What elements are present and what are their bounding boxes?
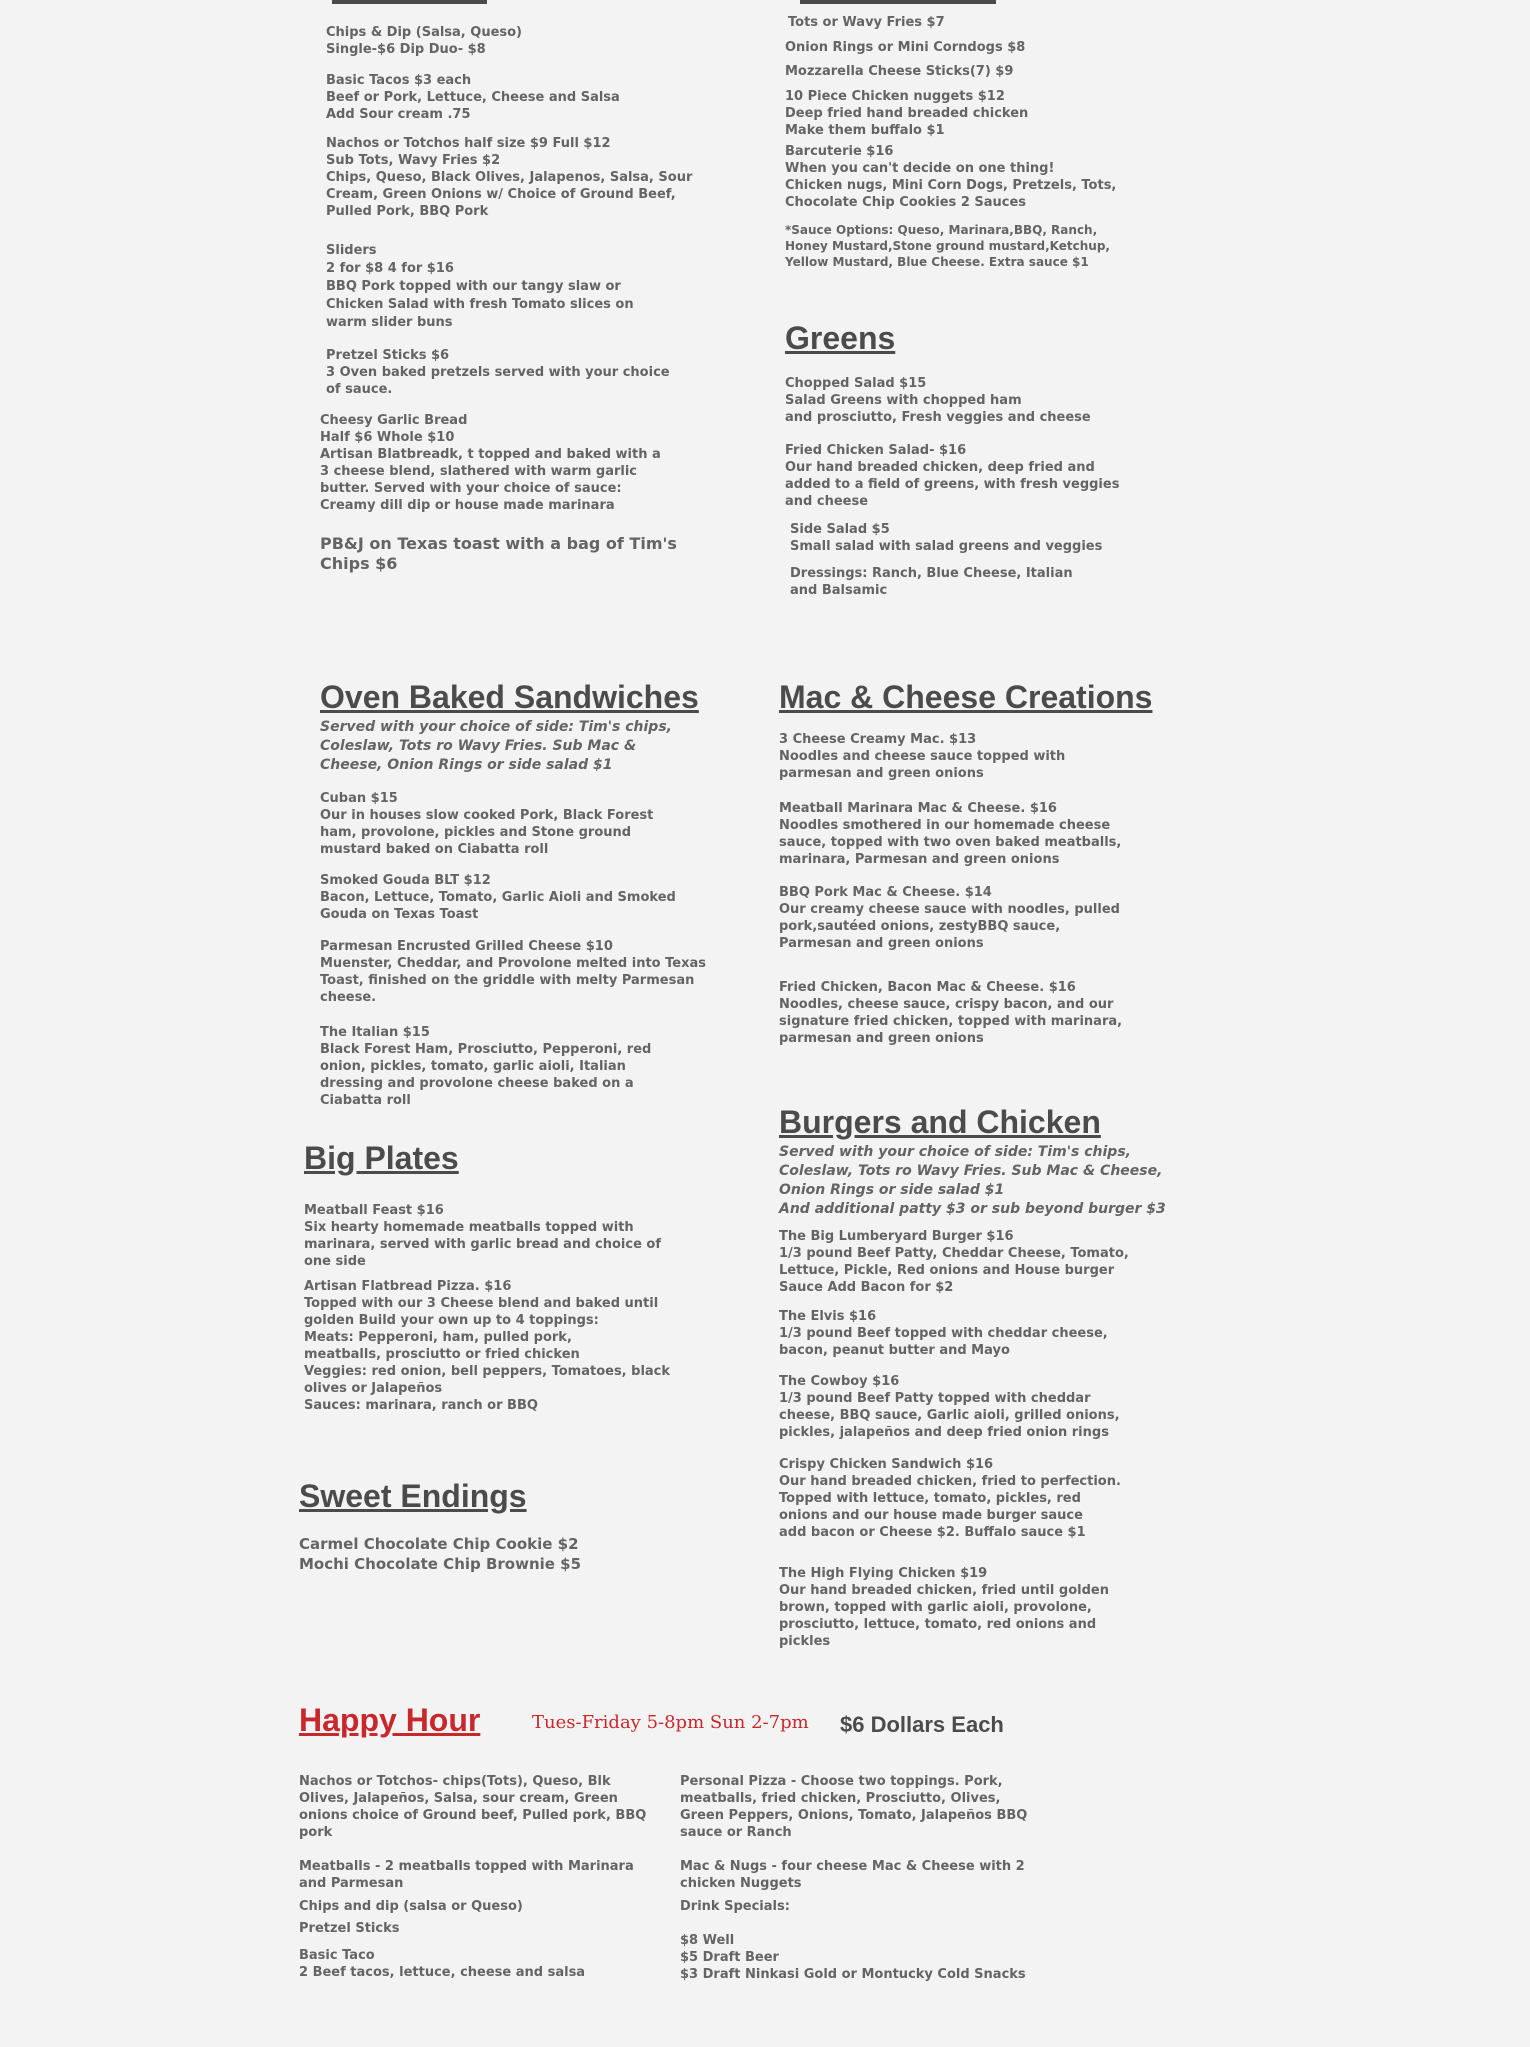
menu-item: Basic Taco 2 Beef tacos, lettuce, cheese and salsa: [299, 1948, 586, 1980]
menu-item: PB&J on Texas toast with a bag of Tim's Chips $6: [320, 534, 677, 573]
menu-item: Barcuterie $16 When you can't decide on one thing! Chicken nugs, Mini Corn Dogs, Pretzels, Tots, Chocolate Chip Cookies 2 Sauces: [785, 144, 1117, 210]
happy-hour-heading: Happy Hour: [299, 1702, 481, 1738]
menu-item: 3 Cheese Creamy Mac. $13 Noodles and cheese sauce topped with parmesan and green onions: [779, 732, 1066, 781]
sauce-options: *Sauce Options: Queso, Marinara,BBQ, Ranch, Honey Mustard,Stone ground mustard,Ketchup, Yellow Mustard, Blue Cheese. Extra sauce $1: [785, 223, 1110, 269]
menu-item: The Big Lumberyard Burger $16 1/3 pound Beef Patty, Cheddar Cheese, Tomato, Lettuce, Pickle, Red onions and House burger Sauce Add Bacon for $2: [779, 1229, 1129, 1295]
menu-item: Nachos or Totchos- chips(Tots), Queso, Blk Olives, Jalapeños, Salsa, sour cream, Green onions choice of Ground beef, Pulled pork, BBQ pork: [299, 1774, 647, 1840]
menu-item: The Elvis $16 1/3 pound Beef topped with cheddar cheese, bacon, peanut butter and Mayo: [779, 1309, 1108, 1358]
drink-specials: $8 Well $5 Draft Beer $3 Draft Ninkasi Gold or Montucky Cold Snacks: [680, 1933, 1026, 1982]
menu-item: Meatballs - 2 meatballs topped with Marinara and Parmesan: [299, 1859, 634, 1891]
menu-item: Fried Chicken, Bacon Mac & Cheese. $16 Noodles, cheese sauce, crispy bacon, and our signature fried chicken, topped with marinara, parmesan and green onions: [779, 980, 1123, 1046]
menu-item: Mozzarella Cheese Sticks(7) $9: [785, 64, 1014, 79]
menu-item: Meatball Marinara Mac & Cheese. $16 Noodles smothered in our homemade cheese sauce, topped with two oven baked meatballs, marinara, Parmesan and green onions: [779, 801, 1122, 867]
menu-item: Chips and dip (salsa or Queso): [299, 1899, 523, 1914]
menu-item: 10 Piece Chicken nuggets $12 Deep fried hand breaded chicken Make them buffalo $1: [785, 89, 1029, 138]
sweet-heading: Sweet Endings: [299, 1478, 527, 1514]
menu-item: Meatball Feast $16 Six hearty homemade meatballs topped with marinara, served with garlic bread and choice of one side: [304, 1203, 662, 1269]
menu-item: Mac & Nugs - four cheese Mac & Cheese with 2 chicken Nuggets: [680, 1859, 1025, 1891]
menu-item: Crispy Chicken Sandwich $16 Our hand breaded chicken, fried to perfection. Topped with lettuce, tomato, pickles, red onions and our house made burger sauce add bacon or Cheese $2. Buffalo sauce $1: [779, 1457, 1121, 1540]
menu-item: The Cowboy $16 1/3 pound Beef Patty topped with cheddar cheese, BBQ sauce, Garlic aioli, grilled onions, pickles, jalapeños and deep fried onion rings: [779, 1374, 1120, 1440]
mac-heading: Mac & Cheese Creations: [779, 679, 1153, 715]
menu-item: Artisan Flatbread Pizza. $16 Topped with our 3 Cheese blend and baked until golden Build your own up to 4 toppings: Meats: Pepperoni, ham, pulled pork, meatballs, prosciutto or fried chicken Veggies: red onion, bell peppers, Tomatoes, black olives or Jalapeños Sauces: marinara, ranch or BBQ: [304, 1279, 671, 1413]
menu-item: Sliders 2 for $8 4 for $16 BBQ Pork topped with our tangy slaw or Chicken Salad with fresh Tomato slices on warm slider buns: [326, 243, 634, 330]
menu-item: BBQ Pork Mac & Cheese. $14 Our creamy cheese sauce with noodles, pulled pork,sautéed onions, zestyBBQ sauce, Parmesan and green onions: [779, 885, 1120, 951]
cut-heading-underline-right: [800, 0, 996, 4]
menu-item: Chips & Dip (Salsa, Queso) Single-$6 Dip Duo- $8: [326, 25, 523, 57]
menu-item: Onion Rings or Mini Corndogs $8: [785, 40, 1026, 55]
menu-item: Personal Pizza - Choose two toppings. Pork, meatballs, fried chicken, Prosciutto, Olives, Green Peppers, Onions, Tomato, Jalapeños BBQ sauce or Ranch: [680, 1774, 1028, 1840]
happy-hour-times: Tues-Friday 5-8pm Sun 2-7pm: [532, 1712, 809, 1733]
menu-item: Dressings: Ranch, Blue Cheese, Italian and Balsamic: [790, 566, 1073, 598]
menu-item: Cuban $15 Our in houses slow cooked Pork, Black Forest ham, provolone, pickles and Stone ground mustard baked on Ciabatta roll: [320, 791, 654, 857]
menu-item: Side Salad $5 Small salad with salad greens and veggies: [790, 522, 1103, 554]
menu-item: Nachos or Totchos half size $9 Full $12 Sub Tots, Wavy Fries $2 Chips, Queso, Black Olives, Jalapenos, Salsa, Sour Cream, Green Onions w/ Choice of Ground Beef, Pulled Pork, BBQ Pork: [326, 136, 693, 219]
menu-item: Drink Specials:: [680, 1899, 790, 1914]
menu-item: Parmesan Encrusted Grilled Cheese $10 Muenster, Cheddar, and Provolone melted into Texas Toast, finished on the griddle with melty Parmesan cheese.: [320, 939, 706, 1005]
menu-item: Chopped Salad $15 Salad Greens with chopped ham and prosciutto, Fresh veggies and cheese: [785, 376, 1091, 425]
greens-heading: Greens: [785, 320, 896, 356]
sandwiches-note: Served with your choice of side: Tim's chips, Coleslaw, Tots ro Wavy Fries. Sub Mac & Cheese, Onion Rings or side salad $1: [320, 719, 672, 773]
menu-item: Tots or Wavy Fries $7: [788, 15, 945, 30]
cut-heading-underline-left: [332, 0, 487, 4]
dessert-list: Carmel Chocolate Chip Cookie $2 Mochi Chocolate Chip Brownie $5: [299, 1535, 582, 1573]
sandwiches-heading: Oven Baked Sandwiches: [320, 679, 699, 715]
menu-item: Cheesy Garlic Bread Half $6 Whole $10 Artisan Blatbreadk, t topped and baked with a 3 cheese blend, slathered with warm garlic butter. Served with your choice of sauce: Creamy dill dip or house made marinara: [320, 413, 661, 513]
burgers-heading: Burgers and Chicken: [779, 1104, 1101, 1140]
menu-item: The High Flying Chicken $19 Our hand breaded chicken, fried until golden brown, topped with garlic aioli, provolone, prosciutto, lettuce, tomato, red onions and pickles: [779, 1566, 1109, 1649]
menu-item: The Italian $15 Black Forest Ham, Prosciutto, Pepperoni, red onion, pickles, tomato, garlic aioli, Italian dressing and provolone cheese baked on a Ciabatta roll: [320, 1025, 652, 1108]
happy-hour-price: $6 Dollars Each: [840, 1712, 1004, 1737]
menu-item: Pretzel Sticks $6 3 Oven baked pretzels served with your choice of sauce.: [326, 348, 670, 397]
menu-item: Fried Chicken Salad- $16 Our hand breaded chicken, deep fried and added to a field of greens, with fresh veggies and cheese: [785, 443, 1120, 509]
menu-item: Pretzel Sticks: [299, 1921, 400, 1936]
menu-item: Basic Tacos $3 each Beef or Pork, Lettuce, Cheese and Salsa Add Sour cream .75: [326, 73, 620, 122]
menu-item: Smoked Gouda BLT $12 Bacon, Lettuce, Tomato, Garlic Aioli and Smoked Gouda on Texas Toast: [320, 873, 676, 922]
big-plates-heading: Big Plates: [304, 1140, 459, 1176]
burgers-note: Served with your choice of side: Tim's chips, Coleslaw, Tots ro Wavy Fries. Sub Mac & Cheese, Onion Rings or side salad $1 And additional patty $3 or sub beyond burger $3: [779, 1144, 1166, 1217]
